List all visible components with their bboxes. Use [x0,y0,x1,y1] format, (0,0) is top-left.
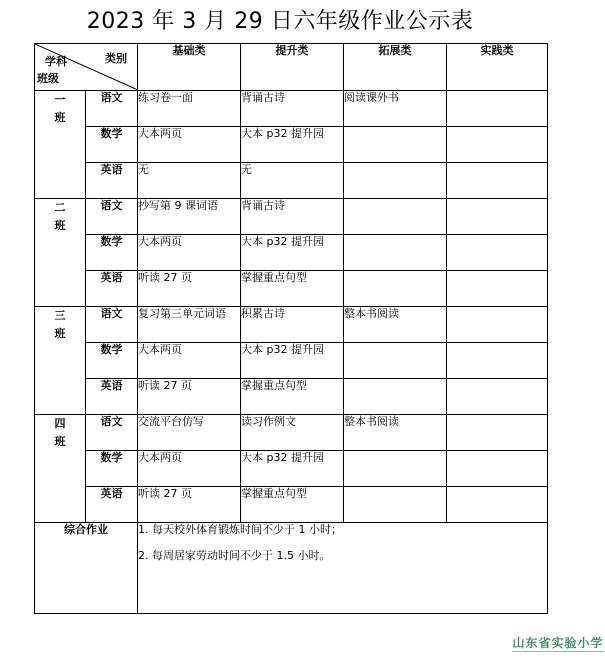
class-name-cell [35,415,86,523]
homework-cell [447,451,548,487]
subject-cell: 数学 [86,127,138,163]
table-row [35,127,548,163]
homework-cell [447,91,548,127]
subject-cell: 英语 [86,379,138,415]
homework-cell [447,199,548,235]
table-row [35,415,548,451]
class-name-char: 班 [54,111,66,124]
homework-cell [344,487,447,523]
subject-cell: 语文 [86,91,138,127]
class-name-cell [35,307,86,415]
homework-cell: 练习卷一面 [138,91,241,127]
homework-cell: 复习第三单元词语 [138,307,241,343]
homework-cell [447,415,548,451]
homework-cell: 大本 p32 提升园 [241,451,344,487]
school-seal: 山东省实验小学 [512,636,604,650]
homework-cell [447,343,548,379]
subject-cell: 语文 [86,199,138,235]
subject-cell: 英语 [86,487,138,523]
homework-cell: 大本 p32 提升园 [241,343,344,379]
table-row [35,307,548,343]
header-extend: 拓展类 [344,44,447,91]
homework-cell [344,163,447,199]
header-basic: 基础类 [138,44,241,91]
class-name-char: 班 [54,219,66,232]
homework-cell: 阅读课外书 [344,91,447,127]
class-name-char: 一 [54,93,66,106]
homework-cell [447,271,548,307]
homework-cell: 大本 p32 提升园 [241,235,344,271]
homework-cell: 掌握重点句型 [241,487,344,523]
homework-cell: 整本书阅读 [344,307,447,343]
homework-cell [344,451,447,487]
homework-cell: 整本书阅读 [344,415,447,451]
summary-row [35,523,548,614]
subject-cell: 数学 [86,343,138,379]
homework-table [34,43,548,614]
subject-cell: 语文 [86,307,138,343]
homework-cell: 大本 p32 提升园 [241,127,344,163]
corner-category-label: 类别 [105,52,127,65]
class-name-cell [35,91,86,199]
subject-cell: 英语 [86,163,138,199]
homework-cell [447,235,548,271]
homework-cell: 听读 27 页 [138,487,241,523]
subject-cell: 数学 [86,451,138,487]
homework-cell [344,271,447,307]
class-name-char: 四 [54,417,66,430]
corner-class-label: 班级 [37,72,59,85]
homework-cell [344,235,447,271]
table-row [35,379,548,415]
homework-cell [447,487,548,523]
header-row [35,44,548,91]
homework-cell: 大本两页 [138,343,241,379]
table-row [35,451,548,487]
class-name-char: 班 [54,435,66,448]
homework-cell: 积累古诗 [241,307,344,343]
subject-cell: 数学 [86,235,138,271]
homework-cell: 背诵古诗 [241,91,344,127]
homework-cell: 听读 27 页 [138,379,241,415]
summary-label: 综合作业 [35,523,138,614]
subject-cell: 语文 [86,415,138,451]
table-row [35,91,548,127]
corner-subject-label: 学科 [45,55,67,68]
summary-line: 1. 每天校外体育锻炼时间不少于 1 小时； [138,523,342,536]
table-row [35,343,548,379]
corner-cell [35,44,138,91]
class-name-cell [35,199,86,307]
homework-cell [447,163,548,199]
table-row [35,271,548,307]
homework-cell: 交流平台仿写 [138,415,241,451]
table-row [35,235,548,271]
table-row [35,199,548,235]
homework-cell [447,379,548,415]
seal-underline [512,651,604,654]
homework-cell: 掌握重点句型 [241,379,344,415]
summary-line: 2. 每周居家劳动时间不少于 1.5 小时。 [138,549,331,562]
header-practice: 实践类 [447,44,548,91]
homework-cell: 无 [138,163,241,199]
homework-cell [344,199,447,235]
homework-cell: 掌握重点句型 [241,271,344,307]
homework-cell [447,127,548,163]
homework-cell: 大本两页 [138,451,241,487]
homework-cell [344,343,447,379]
class-name-char: 二 [54,201,66,214]
summary-content [138,523,548,614]
homework-cell [344,379,447,415]
header-improve: 提升类 [241,44,344,91]
homework-cell: 大本两页 [138,127,241,163]
homework-cell: 读习作例文 [241,415,344,451]
homework-cell: 背诵古诗 [241,199,344,235]
table-row [35,487,548,523]
homework-cell: 听读 27 页 [138,271,241,307]
homework-cell: 抄写第 9 课词语 [138,199,241,235]
class-name-char: 班 [54,327,66,340]
homework-cell: 无 [241,163,344,199]
table-row [35,163,548,199]
subject-cell: 英语 [86,271,138,307]
homework-cell [447,307,548,343]
class-name-char: 三 [54,309,66,322]
page-title: 2023 年 3 月 29 日六年级作业公示表 [86,9,474,34]
homework-cell: 大本两页 [138,235,241,271]
homework-cell [344,127,447,163]
